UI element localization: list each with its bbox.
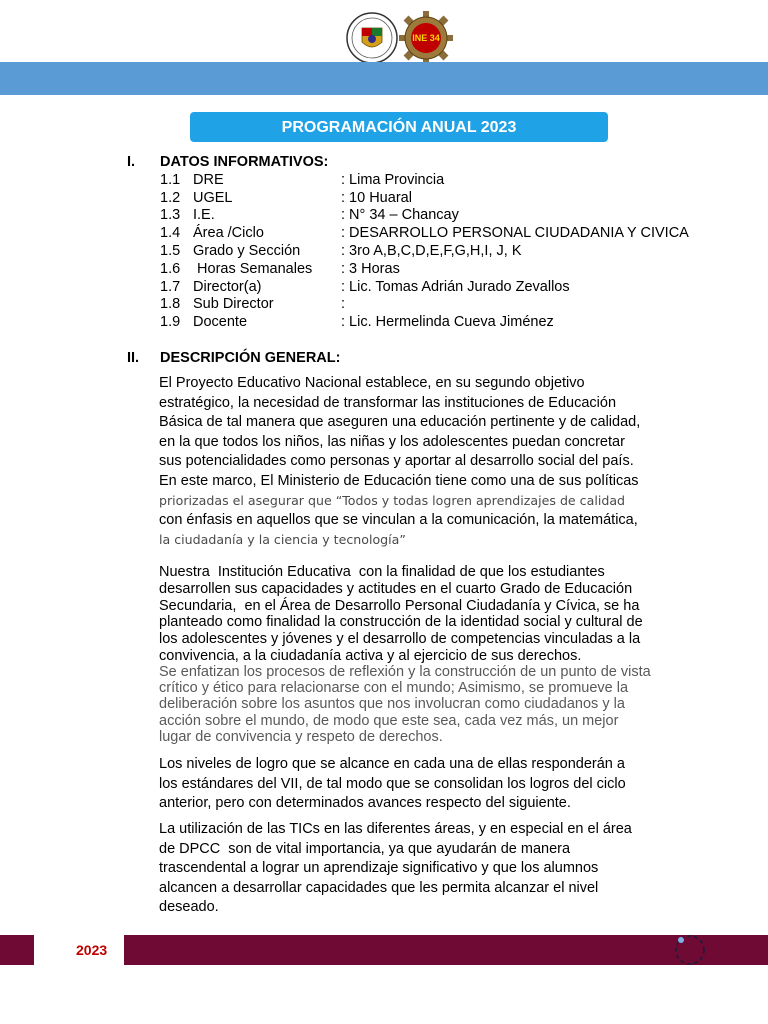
row-number: 1.8 [160,296,181,312]
row-label: UGEL [193,190,233,206]
row-label: DRE [193,172,224,188]
info-row [0,314,768,332]
paragraph-line: acción sobre el mundo, de modo que este sea, cada vez más, un mejor [159,712,619,729]
row-value: : N° 34 – Chancay [341,207,459,223]
header-logos [346,12,454,64]
row-value: : Lima Provincia [341,172,445,188]
info-row [0,261,768,279]
row-label: Sub Director [193,296,274,312]
paragraph-line: Nuestra Institución Educativa con la finalidad de que los estudiantes [159,564,605,580]
row-number: 1.6 [160,261,181,277]
section-heading-descripcion [0,350,768,370]
paragraph-line: Secundaria, en el Área de Desarrollo Personal Ciudadanía y Cívica, se ha [159,597,640,614]
institution-seal-logo [346,12,398,64]
row-number: 1.7 [160,279,181,295]
ine34-gear-logo [398,10,454,66]
page-title: PROGRAMACIÓN ANUAL 2023 [190,112,608,142]
paragraph-line: los estándares del VII, de tal modo que se consolidan los logros del ciclo [159,775,626,792]
paragraph-line: crítico y ético para relacionarse con el mundo; Asimismo, se promueve la [159,680,629,697]
paragraph-line: la ciudadanía y la ciencia y tecnología” [159,532,406,547]
row-label: Director(a) [193,279,262,295]
row-number: 1.4 [160,225,181,241]
paragraph-line: trascendental a lograr un aprendizaje significativo y que los alumnos [159,860,599,876]
paragraph-line: planteado como finalidad la construcción de la identidad social y cultural de [159,614,643,631]
paragraph-line: sus potencialidades como personas y aportar al desarrollo social del país. [159,453,634,469]
paragraph-line: lugar de convivencia y respeto de derechos. [159,728,443,745]
paragraph-institucion [159,564,679,665]
row-value: : 3ro A,B,C,D,E,F,G,H,I, J, K [341,243,522,259]
paragraph-line: El Proyecto Educativo Nacional establece, en su segundo objetivo [159,375,585,391]
paragraph-line: estratégico, la necesidad de transformar las instituciones de Educación [159,394,617,411]
paragraph-line: de DPCC son de vital importancia, ya que ayudarán de manera [159,840,571,857]
section-number: I. [127,154,136,170]
row-label: Horas Semanales [193,261,313,277]
section-title: DATOS INFORMATIVOS: [160,154,329,170]
info-row [0,172,768,190]
row-value: : Lic. Hermelinda Cueva Jiménez [341,314,554,330]
row-value: : 3 Horas [341,261,400,277]
row-label: Docente [193,314,248,330]
row-value: : DESARROLLO PERSONAL CIUDADANIA Y CIVICA [341,225,689,241]
info-row [0,207,768,225]
row-label: Grado y Sección [193,243,301,259]
footer-circle-icon [672,932,708,968]
ine34-logo-text: INE 34 [412,33,440,43]
info-row [0,225,768,243]
paragraph-line: desarrollen sus capacidades y actitudes en el cuarto Grado de Educación [159,580,633,597]
row-value: : Lic. Tomas Adrián Jurado Zevallos [341,279,570,295]
header-band [0,62,768,95]
paragraph-niveles [159,755,679,814]
paragraph-line: priorizadas el asegurar que “Todos y todas logren aprendizajes de calidad [159,493,626,508]
paragraph-line: en la que todos los niños, las niñas y los adolescentes puedan concretar [159,433,625,450]
paragraph-tics [159,820,679,918]
section-title: DESCRIPCIÓN GENERAL: [160,350,341,366]
paragraph-enfasis [159,664,679,745]
section-heading-datos [0,154,768,174]
row-number: 1.3 [160,207,181,223]
paragraph-intro [159,374,679,550]
row-value: : 10 Huaral [341,190,412,206]
paragraph-line: Se enfatizan los procesos de reflexión y la construcción de un punto de vista [159,664,651,680]
paragraph-line: alcancen a desarrollar capacidades que les permita alcanzar el nivel [159,879,599,896]
row-number: 1.9 [160,314,181,330]
row-value: : [341,296,346,312]
paragraph-line: En este marco, El Ministerio de Educación tiene como una de sus políticas [159,472,639,489]
info-row [0,243,768,261]
info-row [0,190,768,208]
footer-year: 2023 [76,942,108,958]
info-row [0,296,768,314]
paragraph-line: los adolescentes y jóvenes y el desarrollo de competencias vinculadas a la [159,631,641,648]
paragraph-line: con énfasis en aquellos que se vinculan a la comunicación, la matemática, [159,511,638,528]
paragraph-line: Básica de tal manera que aseguren una educación pertinente y de calidad, [159,414,641,430]
row-label: I.E. [193,207,215,223]
row-number: 1.1 [160,172,181,188]
row-number: 1.5 [160,243,181,259]
row-number: 1.2 [160,190,181,206]
info-row [0,279,768,297]
paragraph-line: deseado. [159,899,219,915]
section-number: II. [127,350,140,366]
paragraph-line: La utilización de las TICs en las diferentes áreas, y en especial en el área [159,821,632,837]
row-label: Área /Ciclo [193,225,264,241]
paragraph-line: Los niveles de logro que se alcance en cada una de ellas responderán a [159,756,625,772]
paragraph-line: convivencia, a la ciudadanía activa y al ejercicio de sus derechos. [159,647,582,664]
paragraph-line: deliberación sobre los asuntos que nos involucran como ciudadanos y la [159,696,625,713]
paragraph-line: anterior, pero con determinados avances respecto del siguiente. [159,795,571,811]
